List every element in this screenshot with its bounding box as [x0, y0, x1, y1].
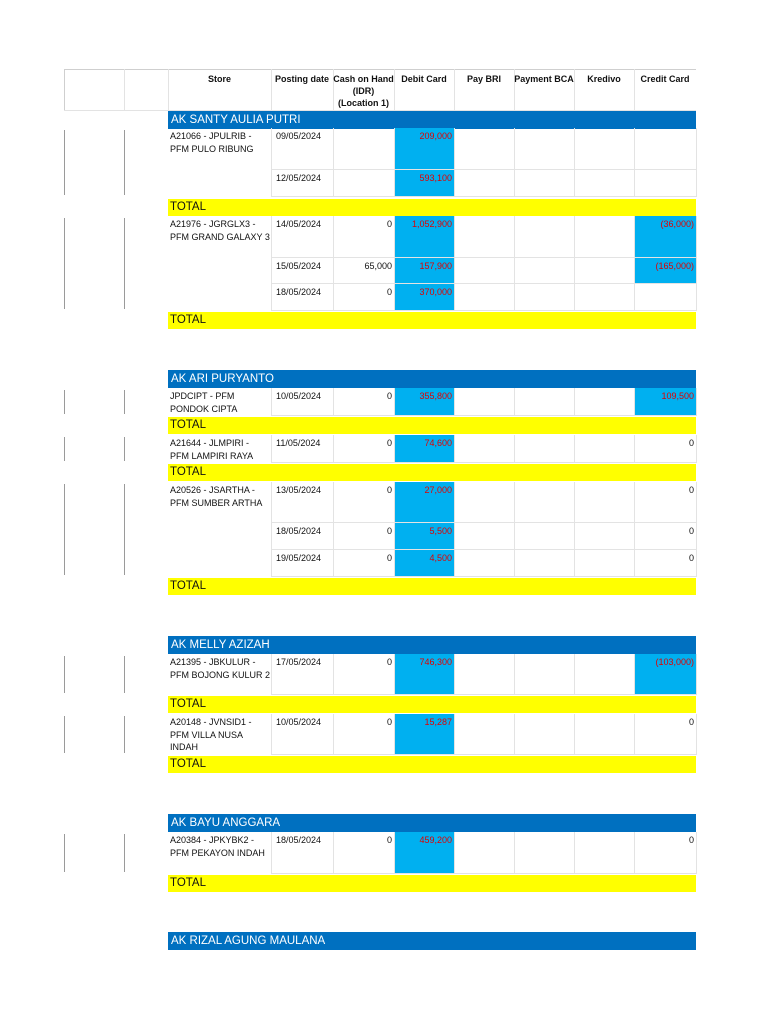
- column-gridline: [394, 216, 395, 311]
- row-gutter-line: [124, 390, 125, 414]
- column-gridline: [574, 388, 575, 416]
- column-gridline: [333, 654, 334, 695]
- column-gridline: [514, 832, 515, 874]
- credit-card-cell[interactable]: (103,000): [655, 657, 694, 667]
- column-gridline: [271, 435, 272, 463]
- column-gridline: [696, 128, 697, 197]
- credit-card-cell[interactable]: 0: [688, 553, 694, 563]
- row-gutter-line: [64, 437, 65, 461]
- column-gridline: [333, 128, 334, 197]
- cash-on-hand-cell[interactable]: 0: [386, 835, 392, 845]
- col-header-kredivo[interactable]: Kredivo: [587, 74, 621, 84]
- row-gutter-line: [124, 218, 125, 309]
- column-gridline: [454, 654, 455, 695]
- store-cell[interactable]: A20148 - JVNSID1 - PFM VILLA NUSA INDAH: [170, 717, 252, 752]
- col-header-posting-date[interactable]: Posting date: [274, 74, 329, 84]
- section-header[interactable]: AK RIZAL AGUNG MAULANA: [168, 932, 696, 950]
- cash-on-hand-cell[interactable]: 0: [386, 485, 392, 495]
- column-gridline: [696, 482, 697, 577]
- total-row[interactable]: TOTAL: [168, 696, 696, 713]
- column-gridline: [696, 654, 697, 695]
- column-gridline: [454, 714, 455, 755]
- store-cell[interactable]: A21976 - JGRGLX3 - PFM GRAND GALAXY 3: [170, 219, 270, 242]
- total-row[interactable]: TOTAL: [168, 875, 696, 892]
- column-gridline: [574, 216, 575, 311]
- store-cell[interactable]: JPDCIPT - PFM PONDOK CIPTA: [170, 391, 238, 414]
- column-gridline: [271, 482, 272, 577]
- debit-card-cell[interactable]: 370,000: [419, 287, 452, 297]
- credit-card-cell[interactable]: [634, 284, 696, 311]
- posting-date-cell[interactable]: 13/05/2024: [276, 485, 322, 495]
- row-gutter-line: [124, 716, 125, 753]
- credit-card-cell[interactable]: (36,000): [660, 219, 694, 229]
- debit-card-cell[interactable]: 355,800: [419, 391, 452, 401]
- credit-card-cell[interactable]: 0: [688, 526, 694, 536]
- row-gutter-line: [124, 484, 125, 575]
- cash-on-hand-cell[interactable]: [333, 128, 394, 170]
- row-gutter-line: [64, 484, 65, 575]
- store-cell[interactable]: A21066 - JPULRIB - PFM PULO RIBUNG: [170, 131, 254, 154]
- column-gridline: [574, 714, 575, 755]
- row-gutter-line: [64, 656, 65, 693]
- column-gridline: [634, 654, 635, 695]
- section-header[interactable]: AK BAYU ANGGARA: [168, 814, 696, 832]
- credit-card-cell[interactable]: (165,000): [655, 261, 694, 271]
- row-gutter-line: [64, 390, 65, 414]
- column-gridline: [514, 482, 515, 577]
- column-gridline: [696, 435, 697, 463]
- col-header-cash-on-hand[interactable]: Cash on Hand (IDR) (Location 1): [333, 74, 394, 108]
- col-header-debit-card[interactable]: Debit Card: [401, 74, 447, 84]
- column-gridline: [696, 388, 697, 416]
- cash-on-hand-cell[interactable]: 0: [386, 438, 392, 448]
- total-row[interactable]: TOTAL: [168, 756, 696, 773]
- debit-card-cell[interactable]: 746,300: [419, 657, 452, 667]
- row-gutter-line: [124, 834, 125, 872]
- store-cell[interactable]: A20384 - JPKYBK2 - PFM PEKAYON INDAH: [170, 835, 265, 858]
- column-gridline: [333, 482, 334, 577]
- col-header-store[interactable]: Store: [207, 74, 231, 84]
- column-gridline: [574, 654, 575, 695]
- header-divider: [124, 69, 125, 111]
- column-gridline: [514, 654, 515, 695]
- row-gutter-line: [124, 437, 125, 461]
- debit-card-cell[interactable]: 459,200: [419, 835, 452, 845]
- section-header[interactable]: AK SANTY AULIA PUTRI: [168, 111, 696, 129]
- column-gridline: [454, 128, 455, 197]
- posting-date-cell[interactable]: 18/05/2024: [276, 526, 322, 536]
- total-row[interactable]: TOTAL: [168, 578, 696, 595]
- column-gridline: [574, 128, 575, 197]
- column-gridline: [271, 714, 272, 755]
- column-gridline: [271, 654, 272, 695]
- column-gridline: [333, 714, 334, 755]
- debit-card-cell[interactable]: 1,052,900: [411, 219, 452, 229]
- posting-date-cell[interactable]: 18/05/2024: [276, 287, 322, 297]
- cash-on-hand-cell[interactable]: 0: [386, 553, 392, 563]
- column-gridline: [514, 216, 515, 311]
- column-gridline: [394, 388, 395, 416]
- column-gridline: [634, 482, 635, 577]
- column-gridline: [696, 216, 697, 311]
- column-gridline: [454, 832, 455, 874]
- column-gridline: [514, 714, 515, 755]
- cash-on-hand-cell[interactable]: 0: [386, 657, 392, 667]
- column-gridline: [394, 435, 395, 463]
- cash-on-hand-cell[interactable]: 65,000: [364, 261, 392, 271]
- column-gridline: [271, 832, 272, 874]
- debit-card-cell[interactable]: 5,500: [429, 526, 452, 536]
- row-gutter-line: [124, 130, 125, 195]
- column-gridline: [454, 216, 455, 311]
- total-row[interactable]: TOTAL: [168, 464, 696, 481]
- column-gridline: [454, 435, 455, 463]
- column-gridline: [634, 435, 635, 463]
- column-gridline: [634, 128, 635, 197]
- debit-card-cell[interactable]: 209,000: [419, 131, 452, 141]
- posting-date-cell[interactable]: 10/05/2024: [276, 391, 322, 401]
- debit-card-cell[interactable]: 4,500: [429, 553, 452, 563]
- debit-card-cell[interactable]: 593,100: [419, 173, 452, 183]
- column-gridline: [333, 832, 334, 874]
- column-gridline: [574, 482, 575, 577]
- col-header-credit-card[interactable]: Credit Card: [640, 74, 690, 84]
- credit-card-cell[interactable]: 0: [688, 485, 694, 495]
- debit-card-cell[interactable]: 15,287: [424, 717, 452, 727]
- credit-card-cell[interactable]: 109,500: [661, 391, 694, 401]
- cash-on-hand-cell[interactable]: 0: [386, 287, 392, 297]
- debit-card-cell[interactable]: 157,900: [419, 261, 452, 271]
- column-gridline: [634, 832, 635, 874]
- column-gridline: [696, 714, 697, 755]
- col-header-payment-bca[interactable]: Payment BCA: [514, 74, 574, 84]
- credit-card-cell[interactable]: 0: [688, 438, 694, 448]
- column-gridline: [394, 128, 395, 197]
- row-gutter-line: [124, 656, 125, 693]
- cash-on-hand-cell[interactable]: [333, 170, 394, 197]
- column-gridline: [394, 482, 395, 577]
- column-gridline: [394, 832, 395, 874]
- cash-on-hand-cell[interactable]: 0: [386, 391, 392, 401]
- credit-card-cell[interactable]: 0: [688, 835, 694, 845]
- total-row[interactable]: TOTAL: [168, 199, 696, 216]
- column-gridline: [333, 435, 334, 463]
- credit-card-cell[interactable]: 0: [688, 717, 694, 727]
- column-gridline: [271, 388, 272, 416]
- column-gridline: [696, 832, 697, 874]
- column-gridline: [514, 388, 515, 416]
- column-gridline: [333, 388, 334, 416]
- row-gutter-line: [64, 716, 65, 753]
- cash-on-hand-cell[interactable]: 0: [386, 219, 392, 229]
- column-gridline: [574, 832, 575, 874]
- debit-card-cell[interactable]: 74,600: [424, 438, 452, 448]
- column-gridline: [333, 216, 334, 311]
- posting-date-cell[interactable]: 12/05/2024: [276, 173, 322, 183]
- total-row[interactable]: TOTAL: [168, 312, 696, 329]
- debit-card-cell[interactable]: 27,000: [424, 485, 452, 495]
- column-gridline: [454, 388, 455, 416]
- section-header[interactable]: AK ARI PURYANTO: [168, 370, 696, 388]
- column-gridline: [574, 435, 575, 463]
- cash-on-hand-cell[interactable]: 0: [386, 717, 392, 727]
- posting-date-cell[interactable]: 11/05/2024: [276, 438, 321, 448]
- posting-date-cell[interactable]: 17/05/2024: [276, 657, 322, 667]
- store-cell[interactable]: A20526 - JSARTHA - PFM SUMBER ARTHA: [170, 485, 263, 508]
- posting-date-cell[interactable]: 09/05/2024: [276, 131, 322, 141]
- column-gridline: [634, 216, 635, 311]
- store-cell[interactable]: A21395 - JBKULUR - PFM BOJONG KULUR 2: [170, 657, 271, 680]
- column-gridline: [271, 128, 272, 197]
- credit-card-cell[interactable]: [634, 170, 696, 197]
- posting-date-cell[interactable]: 19/05/2024: [276, 553, 322, 563]
- column-gridline: [634, 388, 635, 416]
- credit-card-cell[interactable]: [634, 128, 696, 170]
- posting-date-cell[interactable]: 18/05/2024: [276, 835, 322, 845]
- cash-on-hand-cell[interactable]: 0: [386, 526, 392, 536]
- column-gridline: [394, 714, 395, 755]
- section-header[interactable]: AK MELLY AZIZAH: [168, 636, 696, 654]
- row-gutter-line: [64, 130, 65, 195]
- column-gridline: [514, 435, 515, 463]
- column-gridline: [454, 482, 455, 577]
- column-gridline: [634, 714, 635, 755]
- posting-date-cell[interactable]: 15/05/2024: [276, 261, 322, 271]
- column-gridline: [514, 128, 515, 197]
- column-gridline: [394, 654, 395, 695]
- col-header-pay-bri[interactable]: Pay BRI: [466, 74, 501, 84]
- posting-date-cell[interactable]: 10/05/2024: [276, 717, 322, 727]
- row-gutter-line: [64, 834, 65, 872]
- total-row[interactable]: TOTAL: [168, 417, 696, 434]
- posting-date-cell[interactable]: 14/05/2024: [276, 219, 322, 229]
- row-gutter-line: [64, 218, 65, 309]
- store-cell[interactable]: A21644 - JLMPIRI - PFM LAMPIRI RAYA: [170, 438, 254, 461]
- column-gridline: [271, 216, 272, 311]
